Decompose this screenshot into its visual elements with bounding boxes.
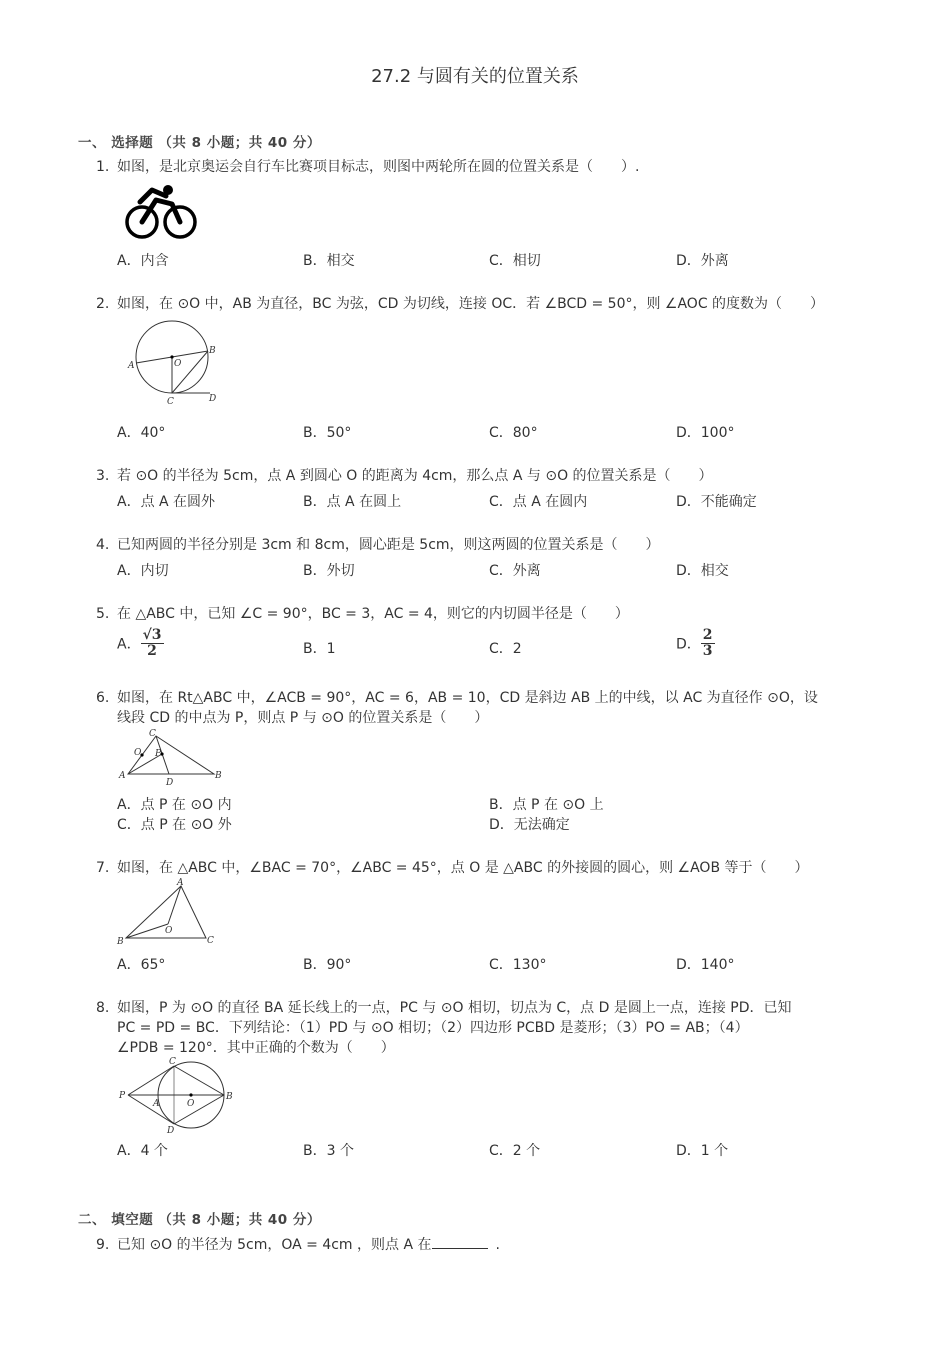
q2-option-b: B．50° xyxy=(303,425,352,441)
question-1-number: 1. xyxy=(96,159,110,175)
q3-option-b: B．点 A 在圆上 xyxy=(303,494,402,510)
q5-option-b: B．1 xyxy=(303,641,336,657)
question-4-text: 已知两圆的半径分别是 3cm 和 8cm，圆心距是 5cm，则这两圆的位置关系是（ ） xyxy=(117,537,660,553)
q5-option-c: C．2 xyxy=(489,641,522,657)
question-9-number: 9. xyxy=(96,1237,110,1253)
q3-option-a: A．点 A 在圆外 xyxy=(117,494,216,510)
q8-label-o: O xyxy=(187,1099,195,1109)
q7-label-b: B xyxy=(117,937,124,947)
q4-option-b: B．外切 xyxy=(303,563,355,579)
q5-option-d-numerator: 2 xyxy=(702,627,713,643)
q1-option-c: C．相切 xyxy=(489,253,541,269)
q8-circle-figure xyxy=(116,1054,240,1136)
question-3-text: 若 ⊙O 的半径为 5cm，点 A 到圆心 O 的距离为 4cm，那么点 A 与 ⊙O 的位置关系是（ ） xyxy=(117,468,713,484)
question-2-number: 2. xyxy=(96,296,110,312)
question-5-text: 在 △ABC 中，已知 ∠C = 90°，BC = 3，AC = 4，则它的内切圆半径是（ ） xyxy=(117,606,629,622)
question-1-text: 如图，是北京奥运会自行车比赛项目标志，则图中两轮所在圆的位置关系是（ ）. xyxy=(117,159,640,175)
q6-option-a: A．点 P 在 ⊙O 内 xyxy=(117,797,232,813)
q7-label-a: A xyxy=(177,878,184,888)
q4-option-c: C．外离 xyxy=(489,563,541,579)
q6-option-b: B．点 P 在 ⊙O 上 xyxy=(489,797,604,813)
q5-option-a-numerator: √3 xyxy=(142,627,162,643)
q7-option-a: A．65° xyxy=(117,957,166,973)
page-title: 27.2 与圆有关的位置关系 xyxy=(371,66,579,87)
q9-answer-blank[interactable] xyxy=(432,1236,488,1249)
q5-option-d-fraction xyxy=(701,628,715,659)
q1-option-a: A．内含 xyxy=(117,253,169,269)
section-heading-fill-in: 二、 填空题 （共 8 小题；共 40 分） xyxy=(78,1212,321,1228)
question-8-number: 8. xyxy=(96,1000,110,1016)
q3-option-d: D．不能确定 xyxy=(676,494,757,510)
q6-label-b: B xyxy=(215,771,222,781)
question-8-text-line2: PC = PD = BC．下列结论：（1）PD 与 ⊙O 相切；（2）四边形 PCBD 是菱形；（3）PO = AB；（4） xyxy=(117,1020,749,1036)
question-6-text-line1: 如图，在 Rt△ABC 中，∠ACB = 90°，AC = 6，AB = 10，CD 是斜边 AB 上的中线，以 AC 为直径作 ⊙O，设 xyxy=(117,690,818,706)
q6-option-c: C．点 P 在 ⊙O 外 xyxy=(117,817,232,833)
q4-option-a: A．内切 xyxy=(117,563,169,579)
q5-option-d-prefix: D． xyxy=(676,636,701,653)
q2-option-d: D．100° xyxy=(676,425,735,441)
question-2-text: 如图，在 ⊙O 中，AB 为直径，BC 为弦，CD 为切线，连接 OC．若 ∠BCD = 50°，则 ∠AOC 的度数为（ ） xyxy=(117,296,825,312)
question-4-number: 4. xyxy=(96,537,110,553)
q3-option-c: C．点 A 在圆内 xyxy=(489,494,588,510)
question-8-text-line1: 如图，P 为 ⊙O 的直径 BA 延长线上的一点，PC 与 ⊙O 相切，切点为 C，点 D 是圆上一点，连接 PD．已知 xyxy=(117,1000,792,1016)
question-8-text-line3: ∠PDB = 120°．其中正确的个数为（ ） xyxy=(117,1040,395,1056)
q8-label-d: D xyxy=(167,1126,175,1136)
q5-option-d xyxy=(676,628,715,659)
q2-label-b: B xyxy=(209,346,216,356)
q5-option-a xyxy=(117,628,164,659)
question-6-text-line2: 线段 CD 的中点为 P，则点 P 与 ⊙O 的位置关系是（ ） xyxy=(117,710,489,726)
q6-option-d: D．无法确定 xyxy=(489,817,570,833)
q8-option-c: C．2 个 xyxy=(489,1143,541,1159)
question-3-number: 3. xyxy=(96,468,110,484)
q2-option-a: A．40° xyxy=(117,425,166,441)
q8-option-d: D．1 个 xyxy=(676,1143,729,1159)
question-5-number: 5. xyxy=(96,606,110,622)
q6-label-c: C xyxy=(149,729,156,739)
q2-option-c: C．80° xyxy=(489,425,538,441)
q6-label-a: A xyxy=(119,771,126,781)
section-heading-choice: 一、 选择题 （共 8 小题；共 40 分） xyxy=(78,135,321,151)
q2-label-d: D xyxy=(209,394,217,404)
q8-label-a: A xyxy=(153,1099,160,1109)
q2-label-c: C xyxy=(167,397,174,407)
q5-option-a-fraction xyxy=(141,628,164,659)
question-7-text: 如图，在 △ABC 中，∠BAC = 70°，∠ABC = 45°，点 O 是 △ABC 的外接圆的圆心，则 ∠AOB 等于（ ） xyxy=(117,860,809,876)
q5-option-d-denominator: 3 xyxy=(702,643,713,659)
q2-circle-figure xyxy=(122,316,222,408)
q2-label-o: O xyxy=(174,359,182,369)
q8-option-b: B．3 个 xyxy=(303,1143,354,1159)
q5-option-a-prefix: A． xyxy=(117,636,141,653)
q8-label-c: C xyxy=(169,1057,176,1067)
q7-option-c: C．130° xyxy=(489,957,547,973)
q7-label-o: O xyxy=(165,926,173,936)
q7-label-c: C xyxy=(207,936,214,946)
q6-label-p: P xyxy=(155,749,162,759)
question-9-text: 已知 ⊙O 的半径为 5cm，OA = 4cm ，则点 A 在 xyxy=(117,1237,432,1253)
q7-option-d: D．140° xyxy=(676,957,735,973)
q6-triangle-figure xyxy=(116,726,228,790)
question-7-number: 7. xyxy=(96,860,110,876)
question-9-tail: . xyxy=(495,1237,500,1253)
q6-label-d: D xyxy=(166,778,174,788)
q7-option-b: B．90° xyxy=(303,957,352,973)
question-9-line xyxy=(117,1235,500,1255)
q5-option-a-denominator: 2 xyxy=(147,643,157,659)
q8-label-p: P xyxy=(119,1091,126,1101)
q6-label-o: O xyxy=(134,748,142,758)
q2-label-a: A xyxy=(128,361,135,371)
q1-option-d: D．外离 xyxy=(676,253,729,269)
q1-option-b: B．相交 xyxy=(303,253,355,269)
q7-triangle-figure xyxy=(116,874,220,950)
q8-label-b: B xyxy=(226,1092,233,1102)
q4-option-d: D．相交 xyxy=(676,563,729,579)
q8-option-a: A．4 个 xyxy=(117,1143,168,1159)
cyclist-logo-icon xyxy=(122,182,202,242)
question-6-number: 6. xyxy=(96,690,110,706)
